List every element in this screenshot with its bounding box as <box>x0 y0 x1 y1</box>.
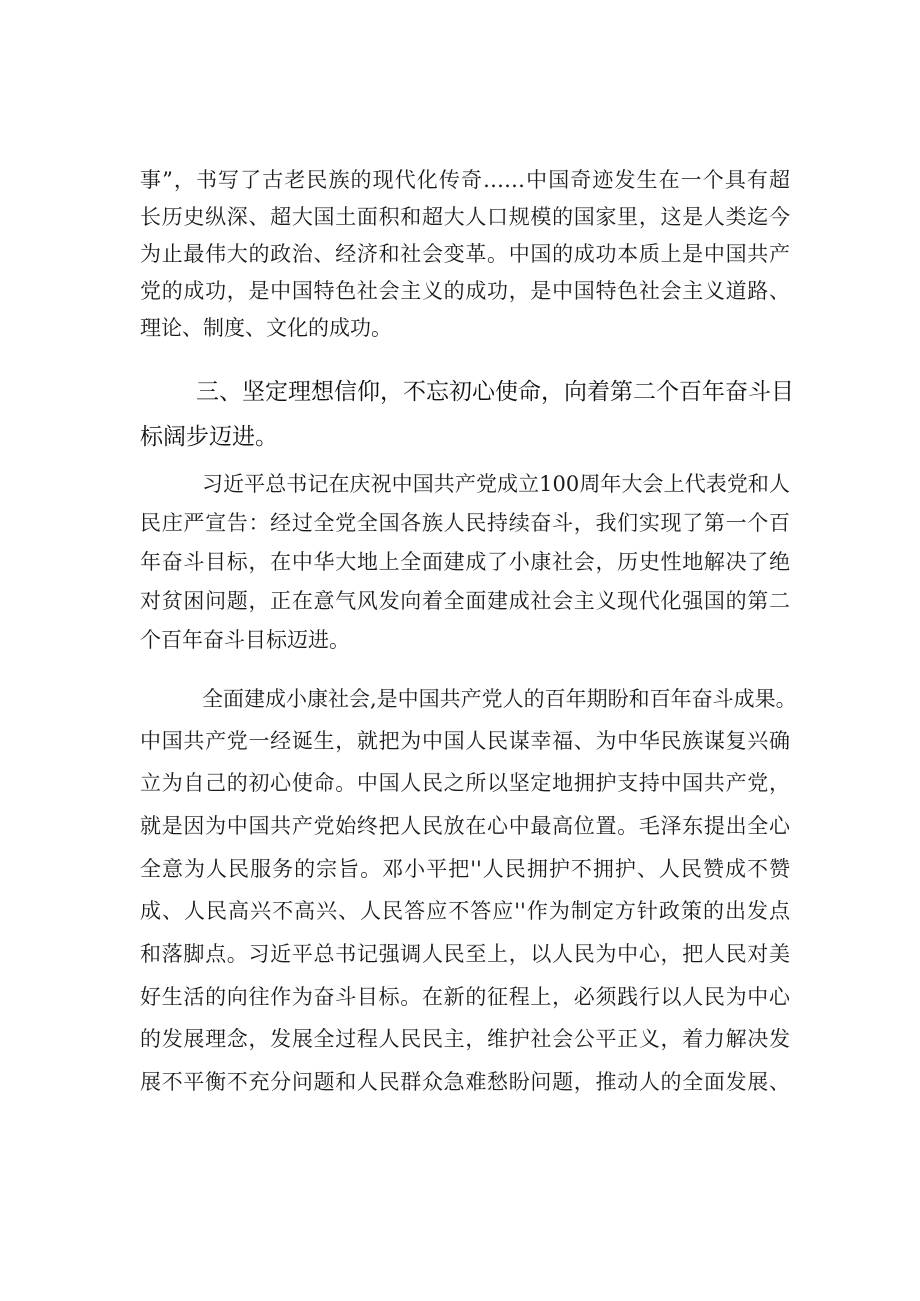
text-line: 展不平衡不充分问题和人民群众急难愁盼问题，推动人的全面发展、 <box>140 1070 790 1094</box>
text-line: 中国共产党一经诞生，就把为中国人民谋幸福、为中华民族谋复兴确 <box>140 729 790 753</box>
text-line: 对贫困问题，正在意气风发向着全面建成社会主义现代化强国的第二 <box>140 589 790 613</box>
text-line: 民庄严宣告：经过全党全国各族人民持续奋斗，我们实现了第一个百 <box>140 511 790 535</box>
text-line: 立为自己的初心使命。中国人民之所以坚定地拥护支持中国共产党， <box>140 771 790 795</box>
section-heading: 标阔步迈进。 <box>140 424 278 450</box>
section-heading: 三、坚定理想信仰，不忘初心使命，向着第二个百年奋斗目 <box>196 379 794 405</box>
text-line: 为止最伟大的政治、经济和社会变革。中国的成功本质上是中国共产 <box>140 242 790 266</box>
text-line: 长历史纵深、超大国土面积和超大人口规模的国家里，这是人类迄今 <box>140 205 790 229</box>
text-line: 好生活的向往作为奋斗目标。在新的征程上，必须践行以人民为中心 <box>140 985 790 1009</box>
text-line: 成、人民高兴不高兴、人民答应不答应''作为制定方针政策的出发点 <box>140 899 790 923</box>
text-line: 理论、制度、文化的成功。 <box>140 316 392 340</box>
text-line: 党的成功，是中国特色社会主义的成功，是中国特色社会主义道路、 <box>140 279 790 303</box>
text-line: 习近平总书记在庆祝中国共产党成立100周年大会上代表党和人 <box>202 472 790 496</box>
text-line: 全面建成小康社会,是中国共产党人的百年期盼和百年奋斗成果。 <box>202 687 797 711</box>
text-line: 年奋斗目标，在中华大地上全面建成了小康社会，历史性地解决了绝 <box>140 550 790 574</box>
text-line: 事”，书写了古老民族的现代化传奇……中国奇迹发生在一个具有超 <box>140 168 790 192</box>
text-line: 和落脚点。习近平总书记强调人民至上，以人民为中心，把人民对美 <box>140 942 790 966</box>
text-line: 的发展理念，发展全过程人民民主，维护社会公平正义，着力解决发 <box>140 1027 790 1051</box>
text-line: 全意为人民服务的宗旨。邓小平把''人民拥护不拥护、人民赞成不赞 <box>140 857 790 881</box>
text-line: 就是因为中国共产党始终把人民放在心中最高位置。毛泽东提出全心 <box>140 814 790 838</box>
text-line: 个百年奋斗目标迈进。 <box>140 628 350 652</box>
